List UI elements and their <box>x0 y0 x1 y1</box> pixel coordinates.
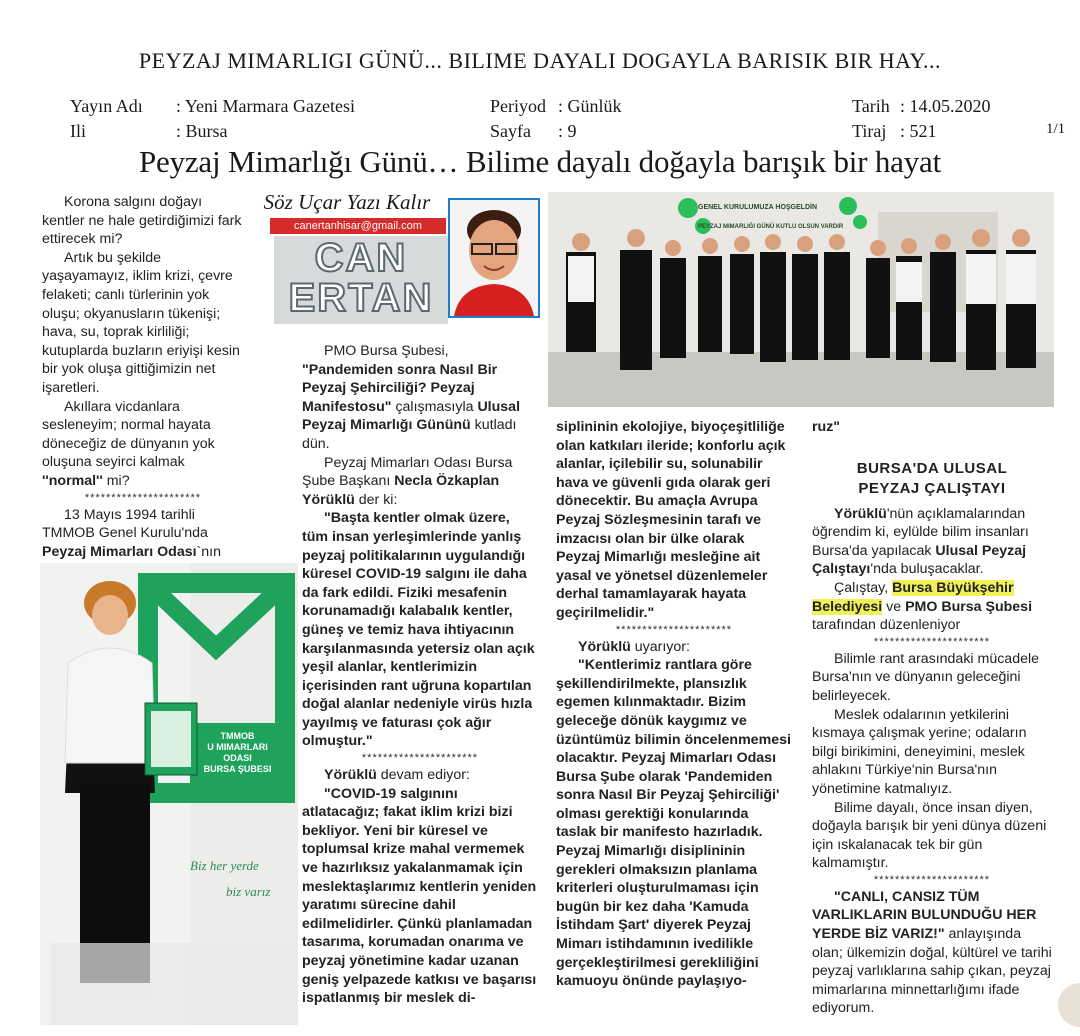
section-subhead <box>812 459 1052 499</box>
meta-tarih-label: Tarih <box>852 96 890 116</box>
col2-separator: ********************** <box>361 752 479 765</box>
col4-p2e: tarafından düzenleniyor <box>812 617 961 634</box>
col2-paragraph-2 <box>302 454 538 510</box>
meta-yayin-label: Yayın Adı <box>70 96 143 116</box>
col2-quote-1: "Başta kentler olmak üzere, tüm insan yerleşimlerinde yanlış peyzaj politikalarının uygulandığı küresel COVID-19 salgını ile daha da fark edildi. Fiziki mesafenin korunamadığı kalabalık kentler, güneş ve temiz hava ihtiyacının karşılanmasında yetersiz olan açık yeşil alanlar, kentlerimizin içerisinden rant uğruna kopartılan doğal alanlar nedeniyle virüs hızla yayılmış ve faturası çok ağır olmuştur." <box>302 510 535 750</box>
col2-p4b: devam ediyor: <box>376 767 470 784</box>
meta-sayfa-value: : 9 <box>558 121 577 141</box>
meta-tarih <box>852 96 991 117</box>
col2-p4a: Yörüklü <box>324 767 377 784</box>
wall-script-text <box>190 853 290 905</box>
col2-paragraph-1 <box>302 342 538 454</box>
col1-paragraph-1: Korona salgını doğayı kentler ne hale getirdiğimizi fark ettirecek mi? <box>42 194 242 248</box>
col4-paragraph-1 <box>812 505 1052 579</box>
page-count: 1/1 <box>1046 121 1066 137</box>
col4-p1c: Ulusal Peyzaj Çalıştayı <box>812 542 1027 578</box>
article-headline: Peyzaj Mimarlığı Günü… Bilime dayalı doğayla barışık bir hayat <box>138 144 942 179</box>
col2-p2c: der ki: <box>354 491 398 508</box>
col4-p1b: 'nün açıklamalarından öğrendim ki, eylülde bilim insanları Bursa'da yapılacak <box>812 505 1029 559</box>
author-name-block <box>274 236 448 324</box>
col3-p2a: Yörüklü <box>578 638 631 655</box>
author-last-name: ERTAN <box>288 276 434 320</box>
col2-paragraph-4 <box>302 766 538 785</box>
columnist-byline <box>248 190 543 328</box>
frame-sign-line-4: BURSA ŞUBESI <box>203 764 272 774</box>
col4-p2c: ve <box>882 598 906 615</box>
meta-tarih-value: : 14.05.2020 <box>900 96 991 116</box>
col3-paragraph-2 <box>556 638 792 657</box>
meta-ili <box>70 121 228 142</box>
column-1 <box>42 193 244 563</box>
col3-quote-2: "Kentlerimiz rantlara göre şekillendirilmekte, plansızlık egemen kılınmaktadır. Bizim geleceğe dönük kaygımız ve üzüntümüz bilimin öncelenmemesi olacaktır. Peyzaj Mimarları Odası Bursa Şube olarak 'Pandemiden sonra Nasıl Bir Peyzaj Şehirciliği' olması gerektiği konularında taslak bir manifesto hazırladık. Peyzaj Mimarlığı disiplininin gerekleri olmaksızın planlama kriterleri oluşturulmaması için bugün bir kez daha 'Kamuda İstihdam Şart' diyerek Peyzaj Mimarı istihdamının ivedilikle gerçekleştirilmesi gerekliliğini kamuoyu önünde paylaşıyo- <box>556 657 791 990</box>
col1-p4c: `nın <box>196 543 222 560</box>
author-first-name: CAN <box>314 236 408 280</box>
column-title: Söz Uçar Yazı Kalır <box>263 190 431 214</box>
meta-tiraj-value: : 521 <box>900 121 937 141</box>
clip-title: PEYZAJ MIMARLIGI GÜNÜ... BILIME DAYALI DOGAYLA BARISIK BIR HAY... <box>138 48 942 73</box>
meta-sayfa-label: Sayfa <box>490 121 531 141</box>
meta-tiraj <box>852 121 937 142</box>
meta-periyod-label: Periyod <box>490 96 546 116</box>
wall-script-line-2: biz varız <box>226 884 271 899</box>
col4-p1a: Yörüklü <box>834 505 887 522</box>
col2-p1e: kutladı dün. <box>302 417 517 452</box>
event-banner-text: GENEL KURULUMUZA HOŞGELDİN <box>698 204 817 211</box>
col4-p6a: "CANLI, CANSIZ TÜM VARLIKLARIN BULUNDUĞU HER YERDE BİZ VARIZ!" <box>812 888 1037 943</box>
col4-p2d: PMO Bursa Şubesi <box>905 598 1033 615</box>
col2-p1d: Ulusal Peyzaj Mimarlığı Gününü <box>302 398 521 434</box>
meta-ili-label: Ili <box>70 121 86 141</box>
meta-tiraj-label: Tiraj <box>852 121 887 141</box>
col3-p2b: uyarıyor: <box>630 638 690 655</box>
col1-separator: ********************** <box>84 491 202 504</box>
col4-p6b: anlayışında olan; ülkemizin doğal, kültürel ve tarihi peyzaj varlıklarına sahip çıkan, peyzaj mimarlarına minnettarlığımı ifade ediyorum. <box>812 926 1052 1017</box>
section-subhead-line-1: BURSA'DA ULUSAL <box>856 459 1008 477</box>
col1-p3b: ''normal'' <box>42 472 103 489</box>
section-subhead-line-2: PEYZAJ ÇALIŞTAYI <box>858 479 1006 497</box>
column-2 <box>302 342 538 1024</box>
meta-periyod <box>490 96 622 117</box>
col3-quote-1: siplininin ekolojiye, biyoçeşitliliğe olan katkıları ileride; konforlu açık alanlar, içilebilir su, solunabilir hava ve güvenli gıda olarak geri dönecektir. Bu amaçla Avrupa Peyzaj Sözleşmesinin tarafı ve imzacısı olan bir ülke olarak Peyzaj Mimarlığı mesleğine ait yasal ve yönetsel düzenlemeler derhal tamamlayarak hayata geçirilmelidir." <box>556 419 786 621</box>
meta-yayin-value: : Yeni Marmara Gazetesi <box>176 96 355 116</box>
col4-p1d: 'nda buluşacaklar. <box>870 561 984 578</box>
event-banner-text-2: PEYZAJ MIMARLIĞI GÜNÜ KUTLU OLSUN VARDIR <box>698 224 844 230</box>
frame-sign-line-2: U MIMARLARI <box>207 742 268 752</box>
col4-paragraph-4: Meslek odalarının yetkilerini kısmaya çalışmak yerine; odaların bilgi birikimini, deneyimini, meslek ahlakını Türkiye'nin Bursa'nın yönetimine katmalıyız. <box>812 706 1027 797</box>
author-email: canertanhisar@gmail.com <box>270 218 446 234</box>
col1-p4a: 13 Mayıs 1994 tarihli TMMOB Genel Kurulu'nda <box>42 506 208 542</box>
col2-p1b: "Pandemiden sonra Nasıl Bir Peyzaj Şehirciliği? Peyzaj Manifestosu" <box>302 361 498 415</box>
col4-paragraph-5: Bilime dayalı, önce insan diyen, doğayla barışık bir yeni dünya düzeni için ıskalanacak tek bir gün kalmamıştır. <box>812 799 1047 872</box>
col1-p3a: Akıllara vicdanlara sesleneyim; normal hayata döneceğiz de dünyanın yok oluşuna seyirci kalmak <box>42 398 215 471</box>
col4-paragraph-2 <box>812 579 1052 635</box>
author-portrait <box>448 198 540 318</box>
col4-paragraph-3: Bilimle rant arasındaki mücadele Bursa'nın ve dünyanın geleceğini belirleyecek. <box>812 650 1040 704</box>
col4-paragraph-6 <box>812 888 1052 1018</box>
photo-group-event <box>548 192 1054 407</box>
col3-separator: ********************** <box>615 623 733 636</box>
col4-separator-2: ********************** <box>873 873 991 886</box>
frame-sign-text <box>190 731 285 775</box>
meta-sayfa <box>490 121 577 142</box>
col1-p3c: mi? <box>102 472 130 489</box>
col2-p2a: Peyzaj Mimarları Odası Bursa Şube Başkanı <box>302 454 513 490</box>
frame-sign-line-3: ODASI <box>223 753 252 763</box>
col1-paragraph-2: Artık bu şekilde yaşayamayız, iklim krizi, çevre felaketi; canlı türlerinin yok oluşu; okyanusların tükenişi; hava, su, toprak kirliliği; kutuplarda buzların eriyişi kesin bir yok oluşa gittiğimizin net işaretleri. <box>42 249 240 396</box>
col2-p1a: PMO Bursa Şubesi, <box>324 343 449 359</box>
col2-quote-2: "COVID-19 salgınını atlatacağız; fakat iklim krizi bizi bekliyor. Yeni bir küresel ve toplumsal krize mahal vermemek ve hazırlıksız yakalanmamak için meslektaşlarımız kentlerin yeniden yaratımı sürecine dahil edilmelidirler. Çünkü planlamadan tasarıma, korumadan onarıma ve peyzaj yönetimine kadar uzanan geniş yelpazede katkısı ve başarısı ispatlanmış bir meslek di- <box>302 785 537 1007</box>
wall-script-line-1: Biz her yerde <box>190 858 259 873</box>
corner-watermark-shape <box>1050 980 1080 1030</box>
author-portrait-illustration <box>450 200 538 316</box>
col4-p2b: Bursa Büyükşehir Belediyesi <box>812 579 1014 615</box>
col4-separator-1: ********************** <box>873 635 991 648</box>
col2-p1c: çalışmasıyla <box>391 398 478 415</box>
col1-paragraph-3 <box>42 398 244 491</box>
col2-p2b: Necla Özkaplan Yörüklü <box>302 473 500 508</box>
meta-ili-value: : Bursa <box>176 121 228 141</box>
column-3 <box>556 418 792 1024</box>
frame-sign-line-1: TMMOB <box>220 731 255 741</box>
column-4 <box>812 418 1052 1026</box>
meta-periyod-value: : Günlük <box>558 96 622 116</box>
corner-watermark <box>1050 980 1080 1030</box>
photo-woman-illustration <box>40 563 298 1025</box>
meta-yayin <box>70 96 355 117</box>
col4-p2a: Çalıştay, <box>834 579 893 596</box>
col1-p4b: Peyzaj Mimarları Odası <box>42 543 197 560</box>
photo-woman-with-frame <box>40 563 298 1025</box>
col4-quote-end: ruz" <box>812 419 841 435</box>
